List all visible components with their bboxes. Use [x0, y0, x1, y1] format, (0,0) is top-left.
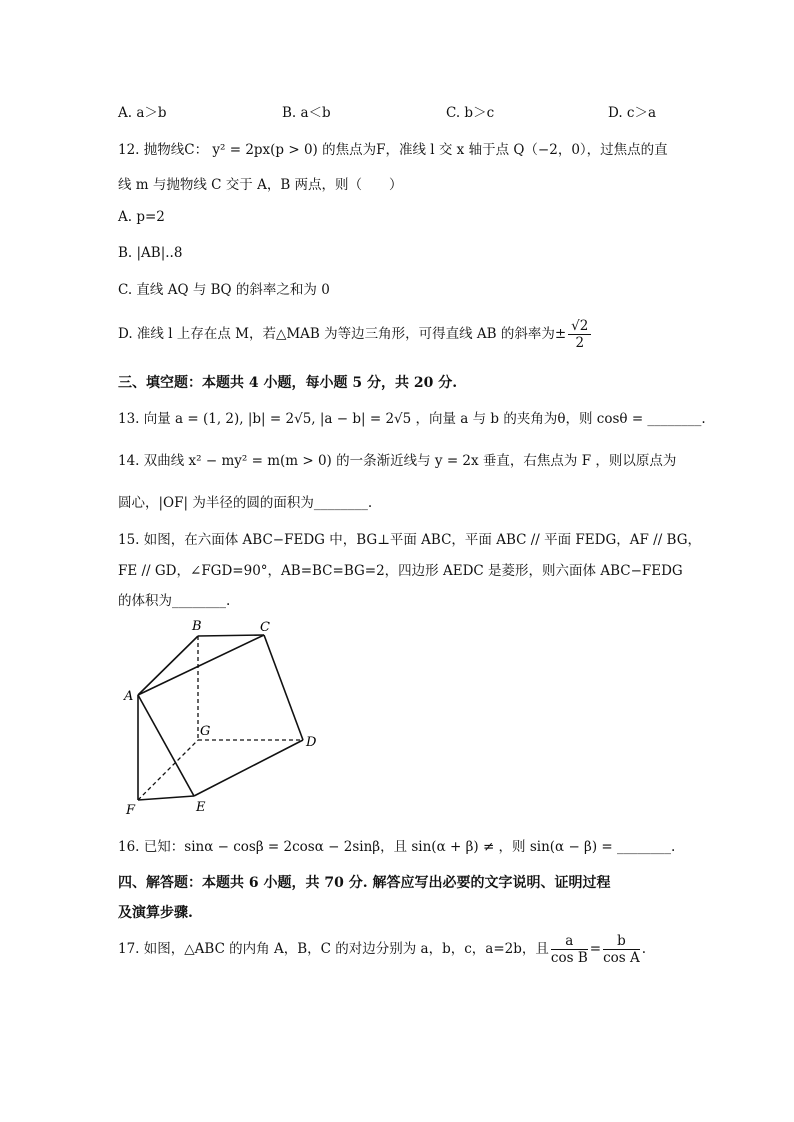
edge-ac — [138, 635, 264, 695]
q12-option-d-text: D. 准线 l 上存在点 M，若△MAB 为等边三角形，可得直线 AB 的斜率为± — [118, 326, 567, 342]
label-a: A — [124, 689, 134, 704]
q14-line2: 圆心，|OF| 为半径的圆的面积为________. — [118, 495, 373, 511]
edge-bc — [198, 635, 264, 636]
q17-equals: = — [589, 941, 602, 957]
hexahedron-figure — [118, 618, 338, 818]
q11-option-d: D. c＞a — [608, 105, 657, 121]
q11-option-b: B. a＜b — [282, 105, 331, 121]
edge-fe — [138, 796, 194, 800]
q12-option-d-numerator: √2 — [568, 318, 591, 335]
label-c: C — [260, 620, 270, 635]
q14-line1: 14. 双曲线 x² − my² = m(m > 0) 的一条渐近线与 y = 2x 垂直，右焦点为 F ，则以原点为 — [118, 453, 677, 469]
q13-text: 13. 向量 a = (1, 2), |b| = 2√5, |a − b| = 2√5 ，向量 a 与 b 的夹角为θ，则 cosθ = ________. — [118, 411, 706, 427]
q17-frac2-denominator: cos A — [603, 950, 640, 966]
q12-option-d-denominator: 2 — [575, 335, 585, 351]
q15-line3: 的体积为________. — [118, 593, 231, 609]
q12-option-c: C. 直线 AQ 与 BQ 的斜率之和为 0 — [118, 282, 330, 298]
q16-text: 16. 已知：sinα − cosβ = 2cosα − 2sinβ，且 sin(α + β) ≠ ，则 sin(α − β) = ________. — [118, 839, 676, 855]
edge-ae — [138, 695, 194, 796]
q17-stem: 17. 如图，△ABC 的内角 A，B，C 的对边分别为 a，b，c，a=2b，且 — [118, 941, 549, 957]
section3-title: 三、填空题：本题共 4 小题，每小题 5 分，共 20 分. — [118, 375, 458, 391]
q12-stem-line1: 12. 抛物线C： y² = 2px(p > 0) 的焦点为F，准线 l 交 x 轴于点 Q（−2，0），过焦点的直 — [118, 142, 668, 158]
edge-cd — [264, 635, 303, 740]
q17-text — [118, 932, 646, 966]
q17-frac2-numerator: b — [603, 933, 640, 950]
section4-title-line2: 及演算步骤. — [118, 905, 193, 921]
section4-title-line1: 四、解答题：本题共 6 小题，共 70 分. 解答应写出必要的文字说明、证明过程 — [118, 875, 611, 891]
q12-option-b: B. |AB|..8 — [118, 245, 183, 261]
q17-end: . — [641, 941, 647, 957]
q17-frac1-denominator: cos B — [550, 950, 588, 966]
q12-option-a: A. p=2 — [118, 209, 165, 225]
edge-ab — [138, 636, 198, 695]
q17-fraction-right — [603, 933, 640, 966]
q17-frac1-numerator: a — [551, 933, 588, 950]
q15-line2: FE // GD，∠FGD=90°，AB=BC=BG=2，四边形 AEDC 是菱形，则六面体 ABC−FEDG — [118, 563, 683, 579]
q12-option-d — [118, 318, 593, 351]
label-g: G — [200, 724, 211, 739]
q15-line1: 15. 如图，在六面体 ABC−FEDG 中，BG⊥平面 ABC，平面 ABC // 平面 FEDG，AF // BG， — [118, 532, 702, 548]
label-e: E — [196, 800, 206, 815]
q12-option-d-fraction — [568, 318, 591, 351]
label-f: F — [126, 803, 136, 818]
label-d: D — [306, 735, 317, 750]
q17-fraction-left — [551, 933, 588, 966]
q11-option-c: C. b＞c — [446, 105, 495, 121]
label-b: B — [192, 619, 202, 634]
q11-option-a: A. a＞b — [118, 105, 167, 121]
edge-ed — [194, 740, 303, 796]
q12-stem-line2: 线 m 与抛物线 C 交于 A，B 两点，则（ ） — [118, 177, 403, 193]
